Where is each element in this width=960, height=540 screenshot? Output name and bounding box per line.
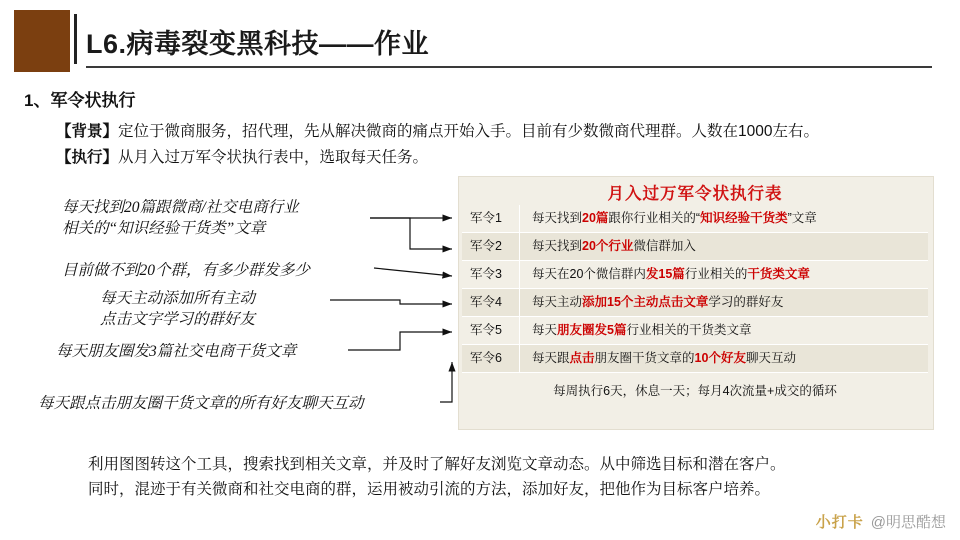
table-row-text <box>520 233 928 260</box>
plain-text: 每天找到 <box>532 239 583 253</box>
plain-text: 朋友圈干货文章的 <box>594 351 695 365</box>
execute-paragraph <box>56 146 428 170</box>
highlight-text: 点击 <box>569 351 595 365</box>
table-row-label: 军令2 <box>462 233 520 260</box>
background-text: 定位于微商服务，招代理，先从解决微商的痛点开始入手。目前有少数微商代理群。人数在1000左右。 <box>118 123 820 140</box>
highlight-text: 20篇 <box>582 211 609 225</box>
table-row <box>462 317 928 345</box>
summary-line-2: 同时，混迹于有关微商和社交电商的群，运用被动引流的方法，添加好友，把他作为目标客户培养。 <box>88 481 771 498</box>
note-item-1 <box>62 197 299 239</box>
table-row-text <box>520 205 928 232</box>
table-row-text <box>520 289 928 316</box>
plain-text: 行业相关的 <box>684 267 748 281</box>
highlight-text: 朋友圈发5篇 <box>557 323 627 337</box>
background-paragraph <box>56 120 819 144</box>
plain-text: 行业相关的干货类文章 <box>626 323 752 337</box>
table-row-label: 军令6 <box>462 345 520 372</box>
header-horizontal-rule <box>86 66 932 68</box>
plain-text: 每天找到 <box>532 211 583 225</box>
table-row <box>462 233 928 261</box>
execute-label: 【执行】 <box>56 149 119 166</box>
plain-text: 学习的群好友 <box>708 295 784 309</box>
note-item-5: 每天跟点击朋友圈干货文章的所有好友聊天互动 <box>38 395 364 412</box>
table-row <box>462 261 928 289</box>
table-row-label: 军令4 <box>462 289 520 316</box>
note-line: 每天找到20篇跟微商/社交电商行业 <box>62 199 299 216</box>
table-footer-note: 每周执行6天，休息一天；每月4次流量+成交的循环 <box>553 384 837 398</box>
note-line: 相关的“知识经验干货类”文章 <box>62 220 266 237</box>
execution-table <box>462 205 928 373</box>
table-row-text <box>520 345 928 372</box>
highlight-text: 干货类文章 <box>747 267 810 281</box>
note-line: 点击文字学习的群好友 <box>100 311 256 328</box>
table-title: 月入过万军令状执行表 <box>607 184 783 203</box>
header-decoration-block <box>14 10 70 72</box>
note-item-3 <box>100 288 255 330</box>
summary-paragraph <box>88 452 786 502</box>
plain-text: 跟你行业相关的“ <box>608 211 701 225</box>
note-line: 每天主动添加所有主动 <box>100 290 256 307</box>
table-row-text <box>520 317 928 344</box>
table-row-text <box>520 261 928 288</box>
plain-text: 每天跟 <box>532 351 570 365</box>
note-item-2: 目前做不到20个群，有多少群发多少 <box>62 262 311 279</box>
plain-text: 微信群加入 <box>633 239 696 253</box>
table-row-label: 军令1 <box>462 205 520 232</box>
background-label: 【背景】 <box>56 123 119 140</box>
highlight-text: 10个好友 <box>694 351 746 365</box>
plain-text: 每天 <box>532 323 558 337</box>
watermark-username: @明思酷想 <box>870 514 946 531</box>
table-row-label: 军令5 <box>462 317 520 344</box>
plain-text: ”文章 <box>787 211 817 225</box>
table-row <box>462 205 928 233</box>
note-item-4: 每天朋友圈发3篇社交电商干货文章 <box>56 343 297 360</box>
plain-text: 每天在20个微信群内 <box>532 267 646 281</box>
header-vertical-rule <box>74 14 77 64</box>
highlight-text: 添加15个主动点击文章 <box>582 295 709 309</box>
plain-text: 每天主动 <box>532 295 583 309</box>
highlight-text: 20个行业 <box>582 239 634 253</box>
watermark <box>816 511 946 532</box>
table-row <box>462 345 928 373</box>
table-row <box>462 289 928 317</box>
execute-text: 从月入过万军令状执行表中，选取每天任务。 <box>118 149 429 166</box>
watermark-logo: 小打卡 <box>815 514 864 531</box>
summary-line-1: 利用图图转这个工具，搜索找到相关文章，并及时了解好友浏览文章动态。从中筛选目标和潜在客户。 <box>88 456 786 473</box>
page-title: L6.病毒裂变黑科技——作业 <box>86 29 430 59</box>
plain-text: 聊天互动 <box>745 351 796 365</box>
highlight-text: 发15篇 <box>645 267 685 281</box>
highlight-text: 知识经验干货类 <box>700 211 788 225</box>
section-heading: 1、军令状执行 <box>24 91 136 110</box>
table-row-label: 军令3 <box>462 261 520 288</box>
